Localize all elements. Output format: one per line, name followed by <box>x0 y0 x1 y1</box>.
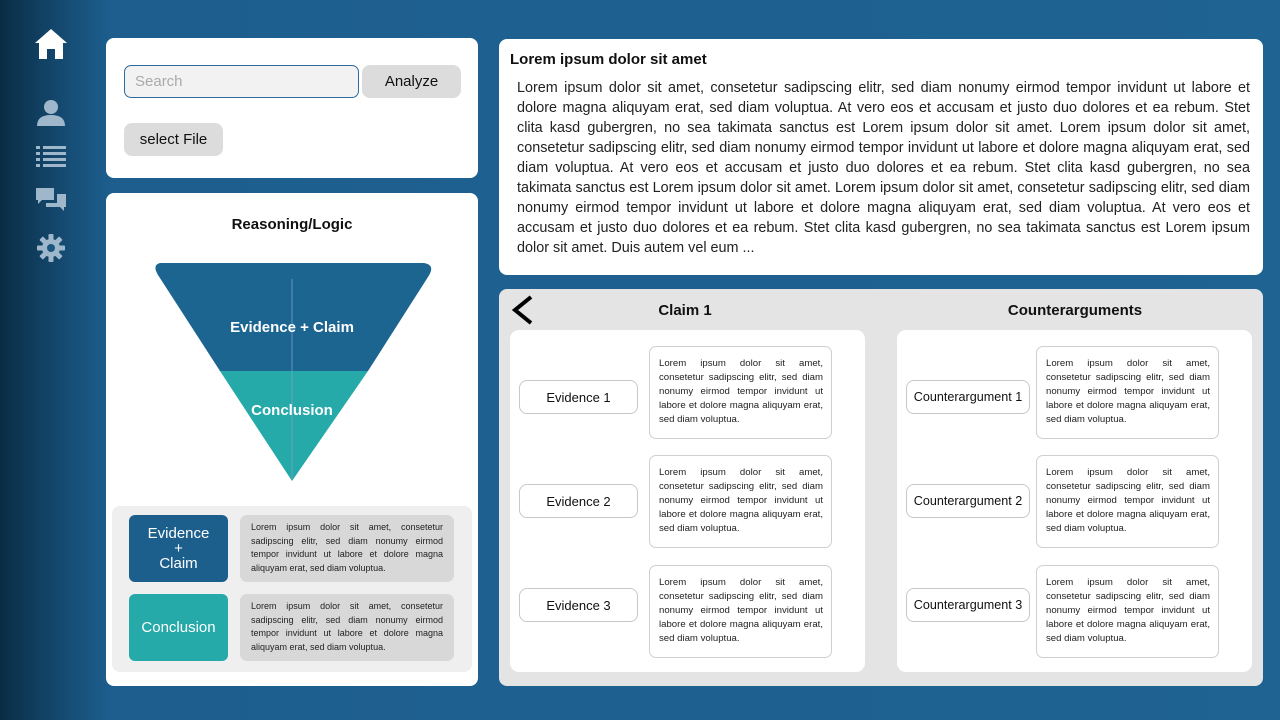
select-file-button[interactable]: select File <box>124 123 223 156</box>
funnel-top-label: Evidence + Claim <box>230 319 354 336</box>
legend-chip-line: Evidence <box>147 525 210 542</box>
evidence-card <box>510 330 865 672</box>
summary-title: Lorem ipsum dolor sit amet <box>510 51 707 68</box>
reasoning-funnel-diagram <box>152 261 434 483</box>
funnel-bottom-section <box>220 371 368 481</box>
counterargument-2-description: Lorem ipsum dolor sit amet, consetetur sadipscing elitr, sed diam nonumy eirmod tempor invidunt ut labore et dolore magna aliquyam erat, sed diam voluptua. <box>1036 455 1219 548</box>
chat-icon[interactable] <box>32 183 70 219</box>
evidence-3-button[interactable]: Evidence 3 <box>519 588 638 622</box>
summary-body: Lorem ipsum dolor sit amet, consetetur sadipscing elitr, sed diam nonumy eirmod tempor invidunt ut labore et dolore magna aliquyam erat, sed diam voluptua. At vero eos et accusam et justo duo dolores et ea rebum. Stet clita kasd gubergren, no sea takimata sanctus est Lorem ipsum dolor sit amet. Lorem ipsum dolor sit amet, consetetur sadipscing elitr, sed diam nonumy eirmod tempor invidunt ut labore et dolore magna aliquyam erat, sed diam voluptua. At vero eos et accusam et justo duo dolores et ea rebum. Stet clita kasd gubergren, no sea takimata sanctus est Lorem ipsum dolor sit amet. Lorem ipsum dolor sit amet, consetetur sadipscing elitr, sed diam nonumy eirmod tempor invidunt ut labore et dolore magna aliquyam erat, sed diam voluptua. At vero eos et accusam et justo duo dolores et ea rebum. Stet clita kasd gubergren, no sea takimata sanctus est Lorem ipsum dolor sit amet. Duis autem vel eum ... <box>517 80 1250 256</box>
funnel-top-section <box>155 263 431 371</box>
sidebar <box>0 0 100 720</box>
evidence-2-button[interactable]: Evidence 2 <box>519 484 638 518</box>
legend-evidence-claim-chip <box>129 515 228 582</box>
legend-chip-line: Claim <box>159 555 198 572</box>
claim-heading: Claim 1 <box>658 302 712 319</box>
counterarguments-card <box>897 330 1252 672</box>
funnel-bottom-label: Conclusion <box>251 402 333 419</box>
legend-evidence-claim-text: Lorem ipsum dolor sit amet, consetetur sadipscing elitr, sed diam nonumy eirmod tempor invidunt ut labore et dolore magna aliquyam erat, sed diam voluptua. <box>240 515 454 582</box>
user-icon[interactable] <box>32 95 70 131</box>
back-arrow-icon[interactable] <box>509 295 535 330</box>
analyze-button[interactable]: Analyze <box>362 65 461 98</box>
evidence-3-description: Lorem ipsum dolor sit amet, consetetur sadipscing elitr, sed diam nonumy eirmod tempor invidunt ut labore et dolore magna aliquyam erat, sed diam voluptua. <box>649 565 832 658</box>
counterargument-1-button[interactable]: Counterargument 1 <box>906 380 1030 414</box>
counterargument-3-description: Lorem ipsum dolor sit amet, consetetur sadipscing elitr, sed diam nonumy eirmod tempor invidunt ut labore et dolore magna aliquyam erat, sed diam voluptua. <box>1036 565 1219 658</box>
gear-icon[interactable] <box>32 230 70 266</box>
counterargument-1-description: Lorem ipsum dolor sit amet, consetetur sadipscing elitr, sed diam nonumy eirmod tempor invidunt ut labore et dolore magna aliquyam erat, sed diam voluptua. <box>1036 346 1219 439</box>
list-icon[interactable] <box>32 139 70 175</box>
counterarguments-heading: Counterarguments <box>1007 302 1143 319</box>
reasoning-title: Reasoning/Logic <box>231 216 353 233</box>
summary-panel <box>499 39 1263 275</box>
counterargument-2-button[interactable]: Counterargument 2 <box>906 484 1030 518</box>
reasoning-panel <box>106 193 478 686</box>
evidence-2-description: Lorem ipsum dolor sit amet, consetetur sadipscing elitr, sed diam nonumy eirmod tempor invidunt ut labore et dolore magna aliquyam erat, sed diam voluptua. <box>649 455 832 548</box>
home-icon[interactable] <box>32 26 70 62</box>
evidence-1-description: Lorem ipsum dolor sit amet, consetetur sadipscing elitr, sed diam nonumy eirmod tempor invidunt ut labore et dolore magna aliquyam erat, sed diam voluptua. <box>649 346 832 439</box>
legend-conclusion-chip: Conclusion <box>129 594 228 661</box>
counterargument-3-button[interactable]: Counterargument 3 <box>906 588 1030 622</box>
evidence-1-button[interactable]: Evidence 1 <box>519 380 638 414</box>
reasoning-legend <box>112 506 472 672</box>
legend-chip-line: + <box>174 540 183 557</box>
search-input[interactable] <box>124 65 359 98</box>
claims-panel <box>499 289 1263 686</box>
search-panel <box>106 38 478 178</box>
legend-conclusion-text: Lorem ipsum dolor sit amet, consetetur sadipscing elitr, sed diam nonumy eirmod tempor invidunt ut labore et dolore magna aliquyam erat, sed diam voluptua. <box>240 594 454 661</box>
